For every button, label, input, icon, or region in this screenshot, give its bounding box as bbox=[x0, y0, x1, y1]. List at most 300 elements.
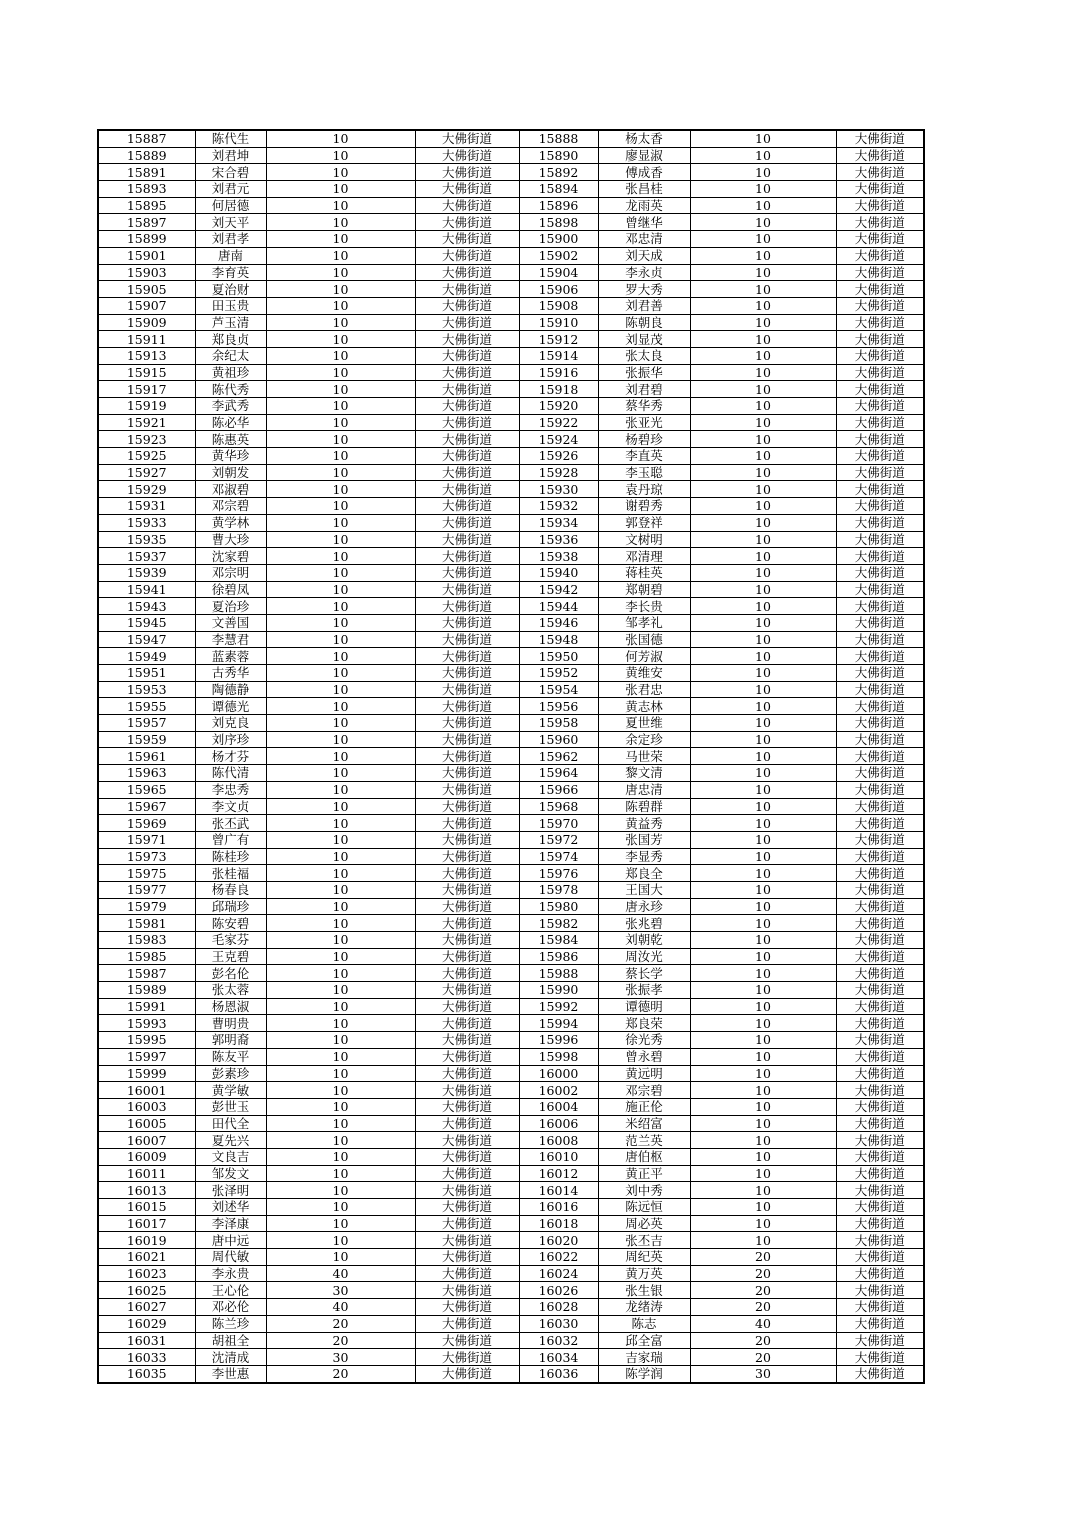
cell-street-left: 大佛街道 bbox=[415, 548, 519, 565]
cell-id-left: 16029 bbox=[98, 1315, 195, 1332]
cell-id-right: 15934 bbox=[519, 514, 598, 531]
table-row bbox=[98, 331, 924, 348]
cell-name-left: 文善国 bbox=[195, 614, 266, 631]
cell-name-right: 张兆碧 bbox=[598, 915, 690, 932]
cell-name-right: 曾继华 bbox=[598, 214, 690, 231]
cell-id-right: 15924 bbox=[519, 431, 598, 448]
cell-street-right: 大佛街道 bbox=[836, 831, 924, 848]
table-row bbox=[98, 881, 924, 898]
cell-street-right: 大佛街道 bbox=[836, 1148, 924, 1165]
table-row bbox=[98, 1098, 924, 1115]
cell-street-left: 大佛街道 bbox=[415, 614, 519, 631]
cell-amount-right: 10 bbox=[690, 765, 836, 782]
cell-name-left: 彭素珍 bbox=[195, 1065, 266, 1082]
table-row bbox=[98, 448, 924, 465]
cell-amount-left: 10 bbox=[266, 1148, 415, 1165]
cell-id-left: 15907 bbox=[98, 297, 195, 314]
cell-street-right: 大佛街道 bbox=[836, 982, 924, 999]
table-row bbox=[98, 1132, 924, 1149]
cell-street-right: 大佛街道 bbox=[836, 498, 924, 515]
cell-street-left: 大佛街道 bbox=[415, 381, 519, 398]
cell-amount-left: 10 bbox=[266, 1082, 415, 1099]
cell-amount-right: 10 bbox=[690, 998, 836, 1015]
cell-id-right: 15962 bbox=[519, 748, 598, 765]
cell-amount-left: 10 bbox=[266, 781, 415, 798]
cell-name-left: 邹发文 bbox=[195, 1165, 266, 1182]
cell-amount-left: 10 bbox=[266, 681, 415, 698]
cell-amount-left: 10 bbox=[266, 765, 415, 782]
cell-name-left: 李文贞 bbox=[195, 798, 266, 815]
table-row bbox=[98, 982, 924, 999]
table-row bbox=[98, 898, 924, 915]
cell-amount-right: 10 bbox=[690, 147, 836, 164]
cell-name-right: 张生银 bbox=[598, 1282, 690, 1299]
cell-name-left: 李育英 bbox=[195, 264, 266, 281]
cell-amount-right: 10 bbox=[690, 581, 836, 598]
cell-id-right: 15994 bbox=[519, 1015, 598, 1032]
cell-id-left: 15985 bbox=[98, 948, 195, 965]
cell-street-left: 大佛街道 bbox=[415, 1299, 519, 1316]
cell-amount-right: 10 bbox=[690, 1215, 836, 1232]
cell-street-left: 大佛街道 bbox=[415, 564, 519, 581]
table-row bbox=[98, 648, 924, 665]
cell-amount-left: 10 bbox=[266, 1115, 415, 1132]
cell-id-left: 16035 bbox=[98, 1365, 195, 1382]
cell-name-right: 李玉聪 bbox=[598, 464, 690, 481]
cell-name-right: 黄正平 bbox=[598, 1165, 690, 1182]
cell-name-left: 田代全 bbox=[195, 1115, 266, 1132]
cell-id-right: 15906 bbox=[519, 281, 598, 298]
cell-name-right: 郭登祥 bbox=[598, 514, 690, 531]
table-row bbox=[98, 264, 924, 281]
cell-amount-right: 10 bbox=[690, 1115, 836, 1132]
cell-amount-right: 10 bbox=[690, 214, 836, 231]
cell-amount-left: 10 bbox=[266, 431, 415, 448]
cell-street-left: 大佛街道 bbox=[415, 448, 519, 465]
table-row bbox=[98, 130, 924, 147]
cell-id-right: 16032 bbox=[519, 1332, 598, 1349]
cell-amount-right: 10 bbox=[690, 731, 836, 748]
cell-street-right: 大佛街道 bbox=[836, 464, 924, 481]
cell-id-right: 15968 bbox=[519, 798, 598, 815]
cell-name-right: 廖显淑 bbox=[598, 147, 690, 164]
table-row bbox=[98, 1365, 924, 1382]
cell-id-right: 16034 bbox=[519, 1349, 598, 1366]
cell-name-left: 刘君坤 bbox=[195, 147, 266, 164]
cell-id-left: 15887 bbox=[98, 130, 195, 147]
cell-id-right: 15912 bbox=[519, 331, 598, 348]
cell-id-left: 16001 bbox=[98, 1082, 195, 1099]
cell-id-left: 15905 bbox=[98, 281, 195, 298]
cell-id-right: 15954 bbox=[519, 681, 598, 698]
table-row bbox=[98, 181, 924, 198]
cell-name-right: 邓忠清 bbox=[598, 231, 690, 248]
cell-id-left: 15929 bbox=[98, 481, 195, 498]
cell-name-right: 邓清理 bbox=[598, 548, 690, 565]
cell-street-right: 大佛街道 bbox=[836, 1082, 924, 1099]
cell-street-right: 大佛街道 bbox=[836, 181, 924, 198]
cell-name-left: 余纪太 bbox=[195, 347, 266, 364]
cell-amount-left: 10 bbox=[266, 948, 415, 965]
cell-street-left: 大佛街道 bbox=[415, 1115, 519, 1132]
table-row bbox=[98, 564, 924, 581]
cell-street-right: 大佛街道 bbox=[836, 1199, 924, 1216]
cell-amount-right: 10 bbox=[690, 1232, 836, 1249]
cell-id-left: 15937 bbox=[98, 548, 195, 565]
cell-street-left: 大佛街道 bbox=[415, 648, 519, 665]
cell-amount-right: 10 bbox=[690, 548, 836, 565]
cell-amount-left: 10 bbox=[266, 531, 415, 548]
cell-name-right: 郑朝碧 bbox=[598, 581, 690, 598]
cell-amount-right: 10 bbox=[690, 614, 836, 631]
cell-amount-right: 10 bbox=[690, 381, 836, 398]
cell-amount-left: 10 bbox=[266, 831, 415, 848]
table-row bbox=[98, 197, 924, 214]
cell-amount-left: 10 bbox=[266, 214, 415, 231]
cell-name-left: 何居德 bbox=[195, 197, 266, 214]
cell-name-right: 吉家瑞 bbox=[598, 1349, 690, 1366]
cell-name-right: 徐光秀 bbox=[598, 1032, 690, 1049]
cell-amount-left: 10 bbox=[266, 347, 415, 364]
cell-amount-left: 10 bbox=[266, 932, 415, 949]
cell-amount-right: 10 bbox=[690, 247, 836, 264]
table-row bbox=[98, 281, 924, 298]
table-row bbox=[98, 865, 924, 882]
cell-name-right: 陈碧群 bbox=[598, 798, 690, 815]
cell-id-left: 15903 bbox=[98, 264, 195, 281]
cell-amount-left: 10 bbox=[266, 698, 415, 715]
cell-street-left: 大佛街道 bbox=[415, 1332, 519, 1349]
cell-id-left: 15917 bbox=[98, 381, 195, 398]
cell-amount-right: 10 bbox=[690, 848, 836, 865]
cell-amount-left: 10 bbox=[266, 631, 415, 648]
cell-id-right: 16004 bbox=[519, 1098, 598, 1115]
cell-name-right: 夏世维 bbox=[598, 715, 690, 732]
cell-name-left: 邓必伦 bbox=[195, 1299, 266, 1316]
cell-street-right: 大佛街道 bbox=[836, 998, 924, 1015]
table-row bbox=[98, 1032, 924, 1049]
cell-name-right: 刘君善 bbox=[598, 297, 690, 314]
cell-amount-left: 10 bbox=[266, 464, 415, 481]
cell-name-left: 陈代秀 bbox=[195, 381, 266, 398]
cell-amount-left: 10 bbox=[266, 915, 415, 932]
cell-amount-right: 10 bbox=[690, 1065, 836, 1082]
cell-id-left: 15975 bbox=[98, 865, 195, 882]
cell-street-right: 大佛街道 bbox=[836, 247, 924, 264]
cell-amount-right: 20 bbox=[690, 1282, 836, 1299]
cell-amount-left: 10 bbox=[266, 614, 415, 631]
cell-name-right: 唐伯枢 bbox=[598, 1148, 690, 1165]
cell-id-right: 16000 bbox=[519, 1065, 598, 1082]
cell-id-left: 15913 bbox=[98, 347, 195, 364]
cell-name-left: 唐南 bbox=[195, 247, 266, 264]
cell-name-left: 李世惠 bbox=[195, 1365, 266, 1382]
cell-street-left: 大佛街道 bbox=[415, 815, 519, 832]
cell-amount-left: 10 bbox=[266, 164, 415, 181]
table-row bbox=[98, 347, 924, 364]
cell-amount-right: 10 bbox=[690, 681, 836, 698]
cell-id-right: 15914 bbox=[519, 347, 598, 364]
cell-amount-right: 10 bbox=[690, 865, 836, 882]
cell-street-left: 大佛街道 bbox=[415, 431, 519, 448]
cell-street-right: 大佛街道 bbox=[836, 715, 924, 732]
cell-street-left: 大佛街道 bbox=[415, 881, 519, 898]
cell-street-left: 大佛街道 bbox=[415, 731, 519, 748]
cell-id-right: 15932 bbox=[519, 498, 598, 515]
cell-street-right: 大佛街道 bbox=[836, 448, 924, 465]
cell-street-right: 大佛街道 bbox=[836, 514, 924, 531]
cell-id-right: 16018 bbox=[519, 1215, 598, 1232]
cell-name-right: 刘天成 bbox=[598, 247, 690, 264]
cell-street-left: 大佛街道 bbox=[415, 1199, 519, 1216]
cell-id-left: 15935 bbox=[98, 531, 195, 548]
cell-street-right: 大佛街道 bbox=[836, 197, 924, 214]
cell-name-left: 刘述华 bbox=[195, 1199, 266, 1216]
cell-street-left: 大佛街道 bbox=[415, 932, 519, 949]
cell-street-left: 大佛街道 bbox=[415, 1232, 519, 1249]
cell-id-right: 15892 bbox=[519, 164, 598, 181]
cell-street-left: 大佛街道 bbox=[415, 1315, 519, 1332]
cell-amount-left: 10 bbox=[266, 715, 415, 732]
cell-name-left: 李武秀 bbox=[195, 398, 266, 415]
cell-street-right: 大佛街道 bbox=[836, 214, 924, 231]
cell-id-right: 15992 bbox=[519, 998, 598, 1015]
cell-name-right: 龙绪涛 bbox=[598, 1299, 690, 1316]
cell-id-left: 16023 bbox=[98, 1265, 195, 1282]
cell-street-right: 大佛街道 bbox=[836, 881, 924, 898]
cell-id-right: 15896 bbox=[519, 197, 598, 214]
cell-street-right: 大佛街道 bbox=[836, 948, 924, 965]
table-row bbox=[98, 631, 924, 648]
cell-street-left: 大佛街道 bbox=[415, 398, 519, 415]
cell-amount-left: 10 bbox=[266, 448, 415, 465]
cell-id-left: 15967 bbox=[98, 798, 195, 815]
cell-street-left: 大佛街道 bbox=[415, 1032, 519, 1049]
cell-id-right: 15986 bbox=[519, 948, 598, 965]
cell-amount-left: 10 bbox=[266, 665, 415, 682]
cell-id-left: 15977 bbox=[98, 881, 195, 898]
cell-id-right: 15910 bbox=[519, 314, 598, 331]
cell-street-right: 大佛街道 bbox=[836, 314, 924, 331]
cell-street-left: 大佛街道 bbox=[415, 1215, 519, 1232]
cell-amount-right: 10 bbox=[690, 264, 836, 281]
table-row bbox=[98, 1115, 924, 1132]
table-row bbox=[98, 164, 924, 181]
cell-amount-right: 20 bbox=[690, 1349, 836, 1366]
cell-name-left: 彭名伦 bbox=[195, 965, 266, 982]
cell-amount-left: 10 bbox=[266, 297, 415, 314]
cell-name-right: 张昌桂 bbox=[598, 181, 690, 198]
cell-street-right: 大佛街道 bbox=[836, 1015, 924, 1032]
cell-name-right: 黄万英 bbox=[598, 1265, 690, 1282]
table-row bbox=[98, 1349, 924, 1366]
cell-street-right: 大佛街道 bbox=[836, 1315, 924, 1332]
cell-name-right: 袁丹琼 bbox=[598, 481, 690, 498]
cell-id-left: 15991 bbox=[98, 998, 195, 1015]
cell-id-left: 15997 bbox=[98, 1048, 195, 1065]
cell-id-right: 15988 bbox=[519, 965, 598, 982]
table-row bbox=[98, 581, 924, 598]
cell-amount-right: 10 bbox=[690, 448, 836, 465]
cell-amount-right: 10 bbox=[690, 915, 836, 932]
table-row bbox=[98, 548, 924, 565]
cell-name-right: 张太良 bbox=[598, 347, 690, 364]
cell-street-right: 大佛街道 bbox=[836, 681, 924, 698]
cell-amount-left: 10 bbox=[266, 181, 415, 198]
cell-street-left: 大佛街道 bbox=[415, 1365, 519, 1382]
cell-street-right: 大佛街道 bbox=[836, 1115, 924, 1132]
cell-amount-right: 10 bbox=[690, 898, 836, 915]
cell-id-left: 15955 bbox=[98, 698, 195, 715]
cell-amount-left: 10 bbox=[266, 331, 415, 348]
cell-id-right: 16002 bbox=[519, 1082, 598, 1099]
cell-name-right: 陈远恒 bbox=[598, 1199, 690, 1216]
cell-street-right: 大佛街道 bbox=[836, 1182, 924, 1199]
cell-name-left: 张太蓉 bbox=[195, 982, 266, 999]
table-row bbox=[98, 1249, 924, 1266]
cell-amount-right: 10 bbox=[690, 531, 836, 548]
cell-id-right: 15928 bbox=[519, 464, 598, 481]
cell-name-left: 刘朝发 bbox=[195, 464, 266, 481]
cell-name-right: 施正伦 bbox=[598, 1098, 690, 1115]
cell-id-right: 15894 bbox=[519, 181, 598, 198]
cell-id-left: 15981 bbox=[98, 915, 195, 932]
table-row bbox=[98, 715, 924, 732]
cell-street-left: 大佛街道 bbox=[415, 214, 519, 231]
cell-street-right: 大佛街道 bbox=[836, 1048, 924, 1065]
cell-id-right: 15908 bbox=[519, 297, 598, 314]
cell-amount-right: 10 bbox=[690, 231, 836, 248]
cell-id-right: 16022 bbox=[519, 1249, 598, 1266]
cell-name-right: 范兰英 bbox=[598, 1132, 690, 1149]
cell-street-right: 大佛街道 bbox=[836, 297, 924, 314]
cell-id-right: 15890 bbox=[519, 147, 598, 164]
cell-street-right: 大佛街道 bbox=[836, 1365, 924, 1382]
cell-name-right: 张振华 bbox=[598, 364, 690, 381]
cell-street-left: 大佛街道 bbox=[415, 1349, 519, 1366]
cell-id-right: 15902 bbox=[519, 247, 598, 264]
cell-amount-left: 20 bbox=[266, 1365, 415, 1382]
cell-street-right: 大佛街道 bbox=[836, 481, 924, 498]
cell-amount-left: 10 bbox=[266, 731, 415, 748]
cell-name-right: 谭德明 bbox=[598, 998, 690, 1015]
cell-name-right: 黄维安 bbox=[598, 665, 690, 682]
cell-id-left: 15931 bbox=[98, 498, 195, 515]
cell-id-right: 15966 bbox=[519, 781, 598, 798]
cell-name-right: 张亚光 bbox=[598, 414, 690, 431]
table-row bbox=[98, 214, 924, 231]
cell-street-left: 大佛街道 bbox=[415, 531, 519, 548]
cell-name-left: 彭世玉 bbox=[195, 1098, 266, 1115]
cell-id-right: 15946 bbox=[519, 614, 598, 631]
cell-id-right: 16026 bbox=[519, 1282, 598, 1299]
cell-id-left: 16025 bbox=[98, 1282, 195, 1299]
table-row bbox=[98, 815, 924, 832]
cell-amount-right: 10 bbox=[690, 748, 836, 765]
cell-amount-right: 10 bbox=[690, 514, 836, 531]
cell-street-left: 大佛街道 bbox=[415, 1148, 519, 1165]
cell-amount-left: 10 bbox=[266, 1015, 415, 1032]
cell-street-left: 大佛街道 bbox=[415, 231, 519, 248]
cell-name-right: 张振孝 bbox=[598, 982, 690, 999]
cell-amount-left: 20 bbox=[266, 1332, 415, 1349]
cell-name-right: 余定珍 bbox=[598, 731, 690, 748]
cell-street-right: 大佛街道 bbox=[836, 648, 924, 665]
cell-amount-left: 10 bbox=[266, 982, 415, 999]
cell-id-left: 15987 bbox=[98, 965, 195, 982]
cell-id-left: 15943 bbox=[98, 598, 195, 615]
table-row bbox=[98, 1332, 924, 1349]
cell-street-left: 大佛街道 bbox=[415, 1065, 519, 1082]
cell-id-right: 15972 bbox=[519, 831, 598, 848]
cell-name-left: 李泽康 bbox=[195, 1215, 266, 1232]
table-row bbox=[98, 1148, 924, 1165]
cell-street-left: 大佛街道 bbox=[415, 347, 519, 364]
cell-amount-right: 10 bbox=[690, 631, 836, 648]
table-row bbox=[98, 681, 924, 698]
cell-street-right: 大佛街道 bbox=[836, 581, 924, 598]
cell-id-left: 15963 bbox=[98, 765, 195, 782]
cell-amount-right: 10 bbox=[690, 414, 836, 431]
cell-name-right: 刘君碧 bbox=[598, 381, 690, 398]
cell-name-left: 曹明贵 bbox=[195, 1015, 266, 1032]
cell-street-right: 大佛街道 bbox=[836, 1098, 924, 1115]
cell-amount-left: 10 bbox=[266, 748, 415, 765]
cell-name-left: 邓宗碧 bbox=[195, 498, 266, 515]
cell-amount-right: 10 bbox=[690, 398, 836, 415]
cell-name-left: 田玉贵 bbox=[195, 297, 266, 314]
cell-id-right: 16024 bbox=[519, 1265, 598, 1282]
cell-street-left: 大佛街道 bbox=[415, 464, 519, 481]
cell-id-right: 15978 bbox=[519, 881, 598, 898]
cell-name-right: 张国德 bbox=[598, 631, 690, 648]
cell-street-right: 大佛街道 bbox=[836, 614, 924, 631]
cell-name-left: 刘君元 bbox=[195, 181, 266, 198]
cell-id-right: 16012 bbox=[519, 1165, 598, 1182]
table-row bbox=[98, 848, 924, 865]
cell-street-left: 大佛街道 bbox=[415, 631, 519, 648]
cell-street-left: 大佛街道 bbox=[415, 197, 519, 214]
cell-street-left: 大佛街道 bbox=[415, 1098, 519, 1115]
cell-street-right: 大佛街道 bbox=[836, 164, 924, 181]
cell-street-right: 大佛街道 bbox=[836, 631, 924, 648]
cell-street-right: 大佛街道 bbox=[836, 398, 924, 415]
cell-amount-left: 10 bbox=[266, 1232, 415, 1249]
cell-id-left: 16031 bbox=[98, 1332, 195, 1349]
cell-id-right: 15984 bbox=[519, 932, 598, 949]
table-row bbox=[98, 932, 924, 949]
table-row bbox=[98, 798, 924, 815]
cell-amount-right: 10 bbox=[690, 598, 836, 615]
cell-street-left: 大佛街道 bbox=[415, 781, 519, 798]
cell-street-left: 大佛街道 bbox=[415, 831, 519, 848]
cell-amount-left: 10 bbox=[266, 815, 415, 832]
cell-id-left: 15947 bbox=[98, 631, 195, 648]
cell-amount-right: 10 bbox=[690, 665, 836, 682]
cell-street-right: 大佛街道 bbox=[836, 848, 924, 865]
cell-name-right: 李显秀 bbox=[598, 848, 690, 865]
cell-id-left: 16021 bbox=[98, 1249, 195, 1266]
cell-id-right: 15964 bbox=[519, 765, 598, 782]
cell-street-right: 大佛街道 bbox=[836, 898, 924, 915]
cell-street-left: 大佛街道 bbox=[415, 1048, 519, 1065]
table-row bbox=[98, 948, 924, 965]
table-row bbox=[98, 481, 924, 498]
cell-street-right: 大佛街道 bbox=[836, 865, 924, 882]
cell-id-right: 15900 bbox=[519, 231, 598, 248]
cell-amount-right: 20 bbox=[690, 1249, 836, 1266]
cell-amount-right: 10 bbox=[690, 1048, 836, 1065]
